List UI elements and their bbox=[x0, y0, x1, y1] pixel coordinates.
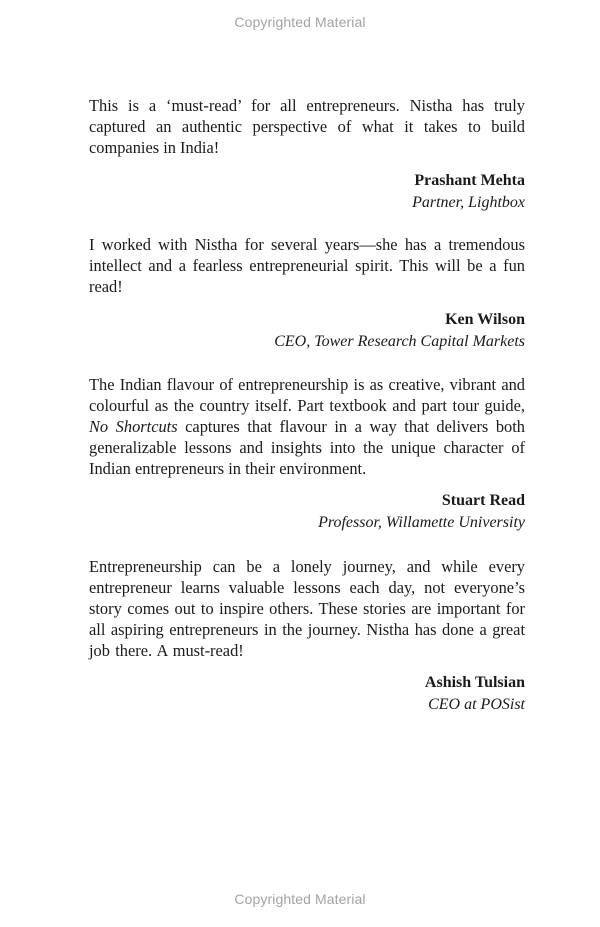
testimonial-author-name: Ashish Tulsian bbox=[424, 674, 525, 691]
testimonial-quote: I worked with Nistha for several years—she has a tremendous intellect and a fearless entrepreneurial spirit. This will be a fun read! bbox=[89, 235, 525, 296]
copyright-watermark-top: Copyrighted Material bbox=[234, 14, 366, 30]
testimonial-attribution bbox=[89, 170, 525, 214]
book-title: No Shortcuts bbox=[89, 417, 178, 436]
testimonial-author-name: Prashant Mehta bbox=[414, 172, 525, 189]
testimonials-section bbox=[89, 95, 525, 738]
testimonial-author-name: Stuart Read bbox=[441, 492, 525, 509]
testimonial-quote bbox=[89, 374, 525, 479]
testimonial-author-role: Partner, Lightbox bbox=[412, 194, 525, 211]
quote-text-after-title: captures that flavour in a way that delivers both generalizable lessons and insights into the unique character of Indian entrepreneurs in their environment. bbox=[89, 417, 526, 478]
testimonial-author-role: Professor, Willamette University bbox=[318, 514, 525, 531]
testimonial-quote: This is a ‘must-read’ for all entrepreneurs. Nistha has truly captured an authentic perspective of what it takes to build companies in India! bbox=[89, 96, 525, 157]
testimonial bbox=[89, 234, 525, 353]
testimonial bbox=[89, 95, 525, 214]
testimonial bbox=[89, 374, 525, 534]
testimonial-attribution bbox=[89, 309, 525, 353]
testimonial-attribution bbox=[89, 490, 525, 534]
quote-text-before-title: The Indian flavour of entrepreneurship is as creative, vibrant and colourful as the country itself. Part textbook and part tour guide, bbox=[89, 375, 525, 415]
testimonial-attribution bbox=[89, 672, 525, 716]
testimonial-author-role: CEO, Tower Research Capital Markets bbox=[274, 333, 525, 350]
testimonial-author-name: Ken Wilson bbox=[445, 311, 525, 328]
testimonial-quote: Entrepreneurship can be a lonely journey, and while every entrepreneur learns valuable lessons each day, not everyone’s story comes out to inspire others. These stories are important for all aspiring entrepreneurs in the journey. Nistha has done a great job there. A must-read! bbox=[89, 557, 525, 660]
testimonial-author-role: CEO at POSist bbox=[428, 696, 525, 713]
testimonial bbox=[89, 556, 525, 716]
copyright-watermark-bottom: Copyrighted Material bbox=[234, 891, 366, 907]
